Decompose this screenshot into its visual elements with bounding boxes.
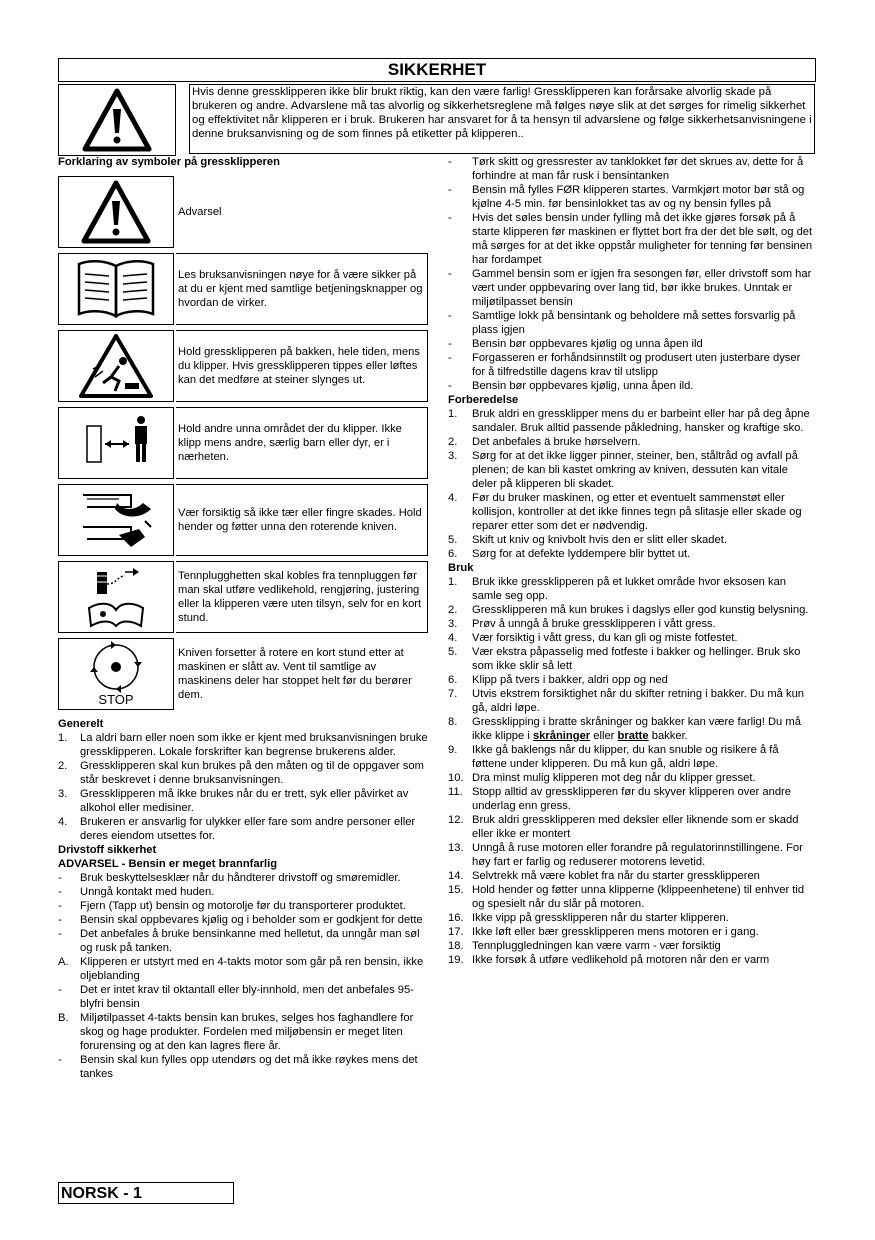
list-marker: 8. xyxy=(448,716,458,728)
list-item-text: Sørg for at det ikke ligger pinner, steiner, ben, ståltråd og avfall på plenen; de kan bli kastet omkring av kniven, dessuten kan vitale deler på klipperen bli skadet. xyxy=(472,450,798,490)
list-marker: - xyxy=(58,900,62,912)
list-marker: 9. xyxy=(448,744,458,756)
list-item-text: La aldri barn eller noen som ikke er kjent med bruksanvisningen bruke gressklipperen. Lokale forskrifter kan begrense brukerens alder. xyxy=(80,732,428,758)
list-item xyxy=(448,939,814,953)
symbol-text-warning: Advarsel xyxy=(178,206,222,218)
list-item xyxy=(448,911,814,925)
list-marker: 3. xyxy=(448,618,458,630)
symbol-text-thrown-object: Hold gressklipperen på bakken, hele tiden, mens du klipper. Hvis gressklipperen tippes eller løftes kan det medføre at steiner slynges ut. xyxy=(176,330,428,402)
list-marker: 1. xyxy=(58,732,68,744)
list-item xyxy=(448,351,814,379)
fuel-continued-list xyxy=(448,155,814,393)
list-marker: - xyxy=(58,914,62,926)
list-item xyxy=(448,869,814,883)
list-item xyxy=(58,899,428,913)
page-title: SIKKERHET xyxy=(58,58,816,82)
list-item-text-part: bakker. xyxy=(648,730,688,742)
list-item-text: Gressklipperen må ikke brukes når du er trett, syk eller påvirket av alkohol eller medisiner. xyxy=(80,788,409,814)
list-marker: 2. xyxy=(58,760,68,772)
list-marker: 14. xyxy=(448,870,464,882)
list-item-text: Ikke vipp på gressklipperen når du starter klipperen. xyxy=(472,912,729,924)
fuel-list xyxy=(58,871,428,1081)
list-item-text: Brukeren er ansvarlig for ulykker eller fare som andre personer eller deres eiendom utsettes for. xyxy=(80,816,416,842)
list-item xyxy=(448,617,814,631)
list-marker: - xyxy=(58,1054,62,1066)
list-marker: - xyxy=(58,984,62,996)
list-item-text: Bensin skal kun fylles opp utendørs og det må ikke røykes mens det tankes xyxy=(80,1054,418,1080)
list-item-text: Bensin bør oppbevares kjølig og unna åpen ild xyxy=(472,338,703,350)
list-item-text: Det anbefales ä bruke hørselvern. xyxy=(472,436,641,448)
list-item-text: Sørg for at defekte lyddempere blir byttet ut. xyxy=(472,548,691,560)
list-item xyxy=(58,731,428,759)
list-item xyxy=(448,813,814,841)
list-item xyxy=(448,407,814,435)
list-marker: - xyxy=(448,352,452,364)
list-item xyxy=(448,379,814,393)
list-marker: 16. xyxy=(448,912,464,924)
list-item-text: Bruk aldri gressklipperen med deksler eller liknende som er skadd eller ikke er montert xyxy=(472,814,799,840)
warning-triangle-icon xyxy=(59,85,175,155)
list-item xyxy=(58,927,428,955)
list-item-text: Gressklipperen må kun brukes i dagslys eller god kunstig belysning. xyxy=(472,604,809,616)
list-item-text: Ikke løft eller bær gressklipperen mens motoren er i gang. xyxy=(472,926,759,938)
general-list xyxy=(58,731,428,843)
list-item-text: Samtlige lokk på bensintank og beholdere må settes forsvarlig på plass igjen xyxy=(472,310,796,336)
list-marker: 5. xyxy=(448,646,458,658)
general-heading: Generelt xyxy=(58,718,104,730)
symbol-box-keep-distance xyxy=(58,407,174,479)
list-marker: 5. xyxy=(448,534,458,546)
list-item xyxy=(448,267,814,309)
list-item xyxy=(448,673,814,687)
list-item xyxy=(58,759,428,787)
list-marker: - xyxy=(58,872,62,884)
list-item-text: Bruk beskyttelsesklær når du håndterer drivstoff og smøremidler. xyxy=(80,872,401,884)
list-item xyxy=(58,913,428,927)
fuel-heading: Drivstoff sikkerhet xyxy=(58,844,157,856)
list-item xyxy=(58,1053,428,1081)
preparation-list xyxy=(448,407,814,561)
list-item xyxy=(58,815,428,843)
list-item xyxy=(448,309,814,337)
list-marker: 17. xyxy=(448,926,464,938)
list-item-text: Bruk ikke gressklipperen på et lukket område hvor eksosen kan samle seg opp. xyxy=(472,576,787,602)
list-marker: 4. xyxy=(448,492,458,504)
use-heading: Bruk xyxy=(448,562,474,574)
list-item xyxy=(448,645,814,673)
list-item xyxy=(58,787,428,815)
list-item xyxy=(448,533,814,547)
list-item xyxy=(448,771,814,785)
list-marker: 13. xyxy=(448,842,464,854)
list-item-text: Klipperen er utstyrt med en 4-takts motor som går på ren bensin, ikke oljeblanding xyxy=(80,956,424,982)
list-item-text: Unngå kontakt med huden. xyxy=(80,886,215,898)
list-marker: 3. xyxy=(58,788,68,800)
list-marker: 6. xyxy=(448,548,458,560)
list-marker: 12. xyxy=(448,814,464,826)
warning-triangle-icon xyxy=(59,177,173,247)
list-item-text: Ikke gå baklengs når du klipper, du kan snuble og risikere å få føttene under klipperen. Du må kun gå, aldri løpe. xyxy=(472,744,779,770)
list-item-text-part: skråninger xyxy=(532,730,591,742)
list-item-text: Forgasseren er forhåndsinnstilt og produsert uten justerbare dyser for å tilfredstille dagens krav til utslipp xyxy=(472,352,801,378)
list-item-text-part: Gressklipping i bratte skråninger og bakker kan være farlig! Du må ikke klippe i xyxy=(472,716,801,742)
list-item-text: Unngå å ruse motoren eller forandre på regulatorinnstillingene. For høy fart er farlig og reduserer motorens levetid. xyxy=(472,842,803,868)
list-item xyxy=(448,883,814,911)
list-item-text: Bensin må fylles FØR klipperen startes. Varmkjørt motor bør stå og kjølne 4-5 min. før bensinlokket tas av og ny bensin fylles på xyxy=(472,184,805,210)
symbol-box-spark-plug xyxy=(58,561,174,633)
list-item xyxy=(448,925,814,939)
symbol-box-thrown-object xyxy=(58,330,174,402)
list-item-text: Fjern (Tapp ut) bensin og motorolje før du transporterer produktet. xyxy=(80,900,406,912)
list-item-text: Det er intet krav til oktantall eller bly-innhold, men det anbefales 95-blyfri bensin xyxy=(80,984,414,1010)
list-marker: B. xyxy=(58,1012,69,1024)
list-item xyxy=(448,435,814,449)
list-item-text: Tennpluggledningen kan være varm - vær forsiktig xyxy=(472,940,721,952)
list-marker: 10. xyxy=(448,772,464,784)
list-item xyxy=(448,547,814,561)
list-item xyxy=(448,785,814,813)
blade-stop-icon xyxy=(59,639,173,693)
list-item-text: Vær forsiktig i vått gress, du kan gli og miste fotfestet. xyxy=(472,632,738,644)
list-marker: 1. xyxy=(448,576,458,588)
symbol-text-blade-stop: Kniven forsetter å rotere en kort stund etter at maskinen er slått av. Vent til samtlige av maskinens deler har stoppet helt før du berører dem. xyxy=(178,647,412,701)
list-item-text: Før du bruker maskinen, og etter et eventuelt sammenstøt eller kollisjon, kontroller at det ikke finnes tegn på slitasje eller skade og reparer etter som det er nødvendig. xyxy=(472,492,802,532)
list-item-text xyxy=(472,715,814,743)
list-item xyxy=(448,337,814,351)
list-marker: 7. xyxy=(448,688,458,700)
list-marker: 4. xyxy=(58,816,68,828)
list-item xyxy=(58,871,428,885)
fuel-warning: ADVARSEL - Bensin er meget brannfarlig xyxy=(58,858,278,870)
list-item-text: Dra minst mulig klipperen mot deg når du klipper gresset. xyxy=(472,772,756,784)
blade-stop-label: STOP xyxy=(98,692,134,707)
list-item xyxy=(448,841,814,869)
list-item-text: Bensin skal oppbevares kjølig og i beholder som er godkjent for dette xyxy=(80,914,423,926)
symbol-box-blade-stop xyxy=(58,638,174,710)
list-marker: - xyxy=(58,886,62,898)
list-item xyxy=(448,575,814,603)
list-marker: - xyxy=(58,928,62,940)
thrown-object-icon xyxy=(59,331,173,401)
list-marker: - xyxy=(448,310,452,322)
list-marker: 3. xyxy=(448,450,458,462)
list-item xyxy=(448,715,814,743)
list-item xyxy=(448,491,814,533)
top-warning-box xyxy=(58,84,176,156)
intro-text: Hvis denne gressklipperen ikke blir brukt riktig, kan den være farlig! Gressklipperen kan forårsake alvorlig skade på brukeren og andre. Advarslene må tas alvorlig og sikkerhetsreglene må følges nøye slik at det sørges for rimelig sikkerhet og effektivitet når klipperen er i bruk. Brukeren har ansvaret for å ta hensyn til advarslene og følge sikkerhetsanvisningene i denne bruksanvisning og de som finnes på etiketter på klipperen.. xyxy=(189,84,815,154)
list-item-text: Tørk skitt og gressrester av tanklokket før det skrues av, dette for å forhindre at man får rusk i bensintanken xyxy=(472,156,804,182)
symbol-text-blade-injury: Vær forsiktig så ikke tær eller fingre skades. Hold hender og føtter unna den roterende kniven. xyxy=(176,484,428,556)
list-item xyxy=(448,211,814,267)
list-marker: A. xyxy=(58,956,69,968)
use-list xyxy=(448,575,814,967)
list-item xyxy=(448,631,814,645)
list-item-text: Utvis ekstrem forsiktighet når du skifter retning i bakker. Du må kun gå, aldri løpe. xyxy=(472,688,805,714)
list-item-text: Gressklipperen skal kun brukes på den måten og til de oppgaver som står beskrevet i denne bruksanvisningen. xyxy=(80,760,424,786)
list-item-text: Ikke forsøk å utføre vedlikehold på motoren når den er varm xyxy=(472,954,770,966)
list-item xyxy=(448,449,814,491)
spark-plug-disconnect-icon xyxy=(59,562,173,632)
list-marker: - xyxy=(448,212,452,224)
list-item xyxy=(448,743,814,771)
list-item xyxy=(58,955,428,983)
list-item-text: Det anbefales å bruke bensinkanne med helletut, da unngår man søl og rusk på tanken. xyxy=(80,928,420,954)
list-item xyxy=(448,183,814,211)
preparation-heading: Forberedelse xyxy=(448,394,519,406)
symbol-box-manual xyxy=(58,253,174,325)
left-column xyxy=(58,717,428,1081)
right-column xyxy=(448,155,814,967)
symbol-text-manual: Les bruksanvisningen nøye for å være sikker på at du er kjent med samtlige betjeningsknapper og hvordan de virker. xyxy=(176,253,428,325)
list-marker: 4. xyxy=(448,632,458,644)
symbol-box-warning xyxy=(58,176,174,248)
list-item-text: Stopp alltid av gressklipperen før du skyver klipperen over andre underlag enn gress. xyxy=(472,786,792,812)
list-marker: - xyxy=(448,156,452,168)
page-footer: NORSK - 1 xyxy=(58,1182,234,1204)
list-item xyxy=(58,885,428,899)
list-item-text-part: eller xyxy=(590,730,618,742)
list-marker: 15. xyxy=(448,884,464,896)
list-item-text: Hold hender og føtter unna klipperne (klippeenhetene) til enhver tid og spesielt når du slår på motoren. xyxy=(472,884,805,910)
list-item-text: Gammel bensin som er igjen fra sesongen før, eller drivstoff som har vært under oppbevaring over lang tid, bør ikke brukes. Unntak er miljøtilpasset bensin xyxy=(472,268,812,308)
open-manual-icon xyxy=(59,254,173,324)
list-item-text: Bruk aldri en gressklipper mens du er barbeint eller har på deg åpne sandaler. Bruk alltid passende påkledning, hansker og kraftige sko. xyxy=(472,408,810,434)
list-item xyxy=(448,953,814,967)
list-marker: 19. xyxy=(448,954,464,966)
list-item xyxy=(448,687,814,715)
list-marker: - xyxy=(448,268,452,280)
list-item-text: Vær ekstra påpasselig med fotfeste i bakker og hellinger. Bruk sko som ikke sklir så lett xyxy=(472,646,801,672)
list-marker: - xyxy=(448,184,452,196)
list-item xyxy=(448,603,814,617)
list-item-text: Selvtrekk må være koblet fra når du starter gressklipperen xyxy=(472,870,760,882)
list-item-text: Miljøtilpasset 4-takts bensin kan brukes, selges hos faghandlere for skog og hage produkter. Fordelen med miljøbensin er meget liten forurensing og at den kan lagres flere år. xyxy=(80,1012,414,1052)
list-marker: 2. xyxy=(448,604,458,616)
list-marker: 2. xyxy=(448,436,458,448)
list-marker: - xyxy=(448,338,452,350)
list-marker: 11. xyxy=(448,786,463,798)
list-item-text-part: bratte xyxy=(617,730,649,742)
list-item-text: Klipp på tvers i bakker, aldri opp og ned xyxy=(472,674,668,686)
symbols-heading: Forklaring av symboler på gressklipperen xyxy=(58,156,280,168)
list-marker: 6. xyxy=(448,674,458,686)
list-item-text: Skift ut kniv og knivbolt hvis den er slitt eller skadet. xyxy=(472,534,727,546)
list-item-text: Hvis det søles bensin under fylling må det ikke gjøres forsøk på å starte klipperen før maskinen er flyttet bort fra der det ble sølt, og det må sørges for at det ikke oppstår muligheter for tenning før bensinen har fordampet xyxy=(472,212,813,266)
list-marker: - xyxy=(448,380,452,392)
list-marker: 1. xyxy=(448,408,458,420)
list-item xyxy=(448,155,814,183)
list-item xyxy=(58,1011,428,1053)
symbol-text-keep-distance: Hold andre unna området der du klipper. Ikke klipp mens andre, særlig barn eller dyr, er i nærheten. xyxy=(176,407,428,479)
symbol-text-spark-plug: Tennplugghetten skal kobles fra tennpluggen før man skal utføre vedlikehold, rengjøring, justering eller la klipperen være uten tilsyn, selv for en kort stund. xyxy=(176,561,428,633)
list-item-text: Prøv å unngå å bruke gressklipperen i vått gress. xyxy=(472,618,716,630)
rotating-blade-hand-foot-icon xyxy=(59,485,173,555)
list-marker: 18. xyxy=(448,940,464,952)
symbol-box-blade-injury xyxy=(58,484,174,556)
list-item xyxy=(58,983,428,1011)
list-item-text: Bensin bør oppbevares kjølig, unna åpen ild. xyxy=(472,380,694,392)
keep-distance-icon xyxy=(59,408,173,478)
